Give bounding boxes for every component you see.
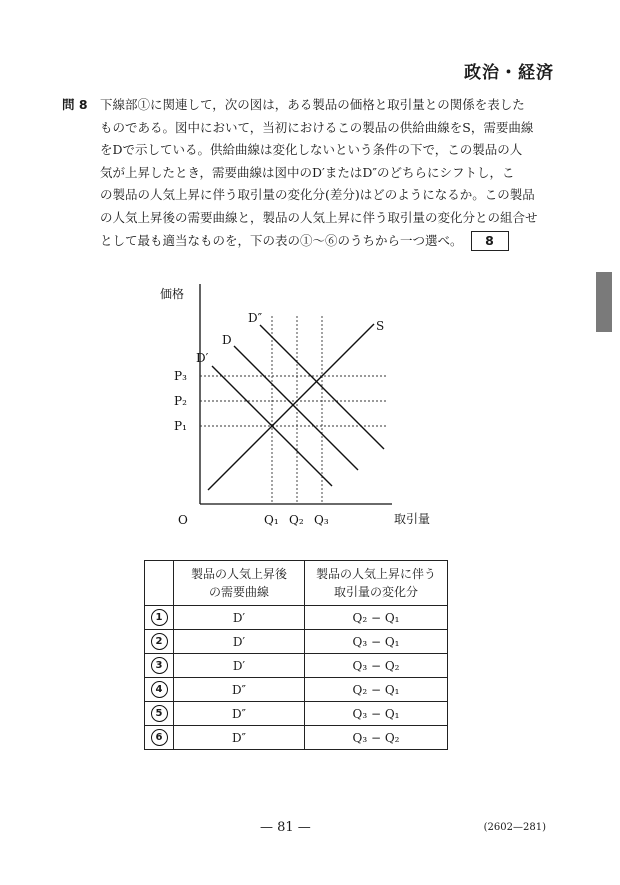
option-number xyxy=(145,654,174,678)
answer-box[interactable]: 8 xyxy=(471,231,509,251)
section-side-tab xyxy=(596,272,612,332)
option-change: Q₂ − Q₁ xyxy=(305,606,448,630)
header-demand-curve xyxy=(174,561,305,606)
circled-number: 4 xyxy=(151,681,168,698)
options-table xyxy=(144,560,448,750)
q1-label: Q₁ xyxy=(264,513,279,527)
origin-label: O xyxy=(178,513,188,527)
y-axis-label: 価格 xyxy=(160,287,185,301)
demand-curve-d xyxy=(234,346,358,470)
question-line-last xyxy=(100,230,532,253)
demand-curve-d-double xyxy=(260,325,384,449)
table-row[interactable] xyxy=(145,702,448,726)
question-line: をDで示している。供給曲線は変化しないという条件の下で，この製品の人 xyxy=(100,142,523,158)
table-row[interactable] xyxy=(145,726,448,750)
q3-label: Q₃ xyxy=(314,513,329,527)
option-curve: D′ xyxy=(174,654,305,678)
question-line: として最も適当なものを，下の表の①～⑥のうちから一つ選べ。 xyxy=(100,232,463,248)
option-number xyxy=(145,678,174,702)
p2-label: P₂ xyxy=(174,394,187,408)
circled-number: 3 xyxy=(151,657,168,674)
exam-code: (2602—281) xyxy=(483,822,546,833)
p1-label: P₁ xyxy=(174,419,187,433)
option-curve: D″ xyxy=(174,726,305,750)
p3-label: P₃ xyxy=(174,369,187,383)
d-prime-curve-label: D′ xyxy=(196,351,209,365)
question-text xyxy=(100,94,538,252)
option-change: Q₃ − Q₁ xyxy=(305,630,448,654)
option-change: Q₃ − Q₂ xyxy=(305,726,448,750)
supply-demand-graph xyxy=(148,276,448,536)
page-number: — 81 — xyxy=(260,820,311,835)
subject-title: 政治・経済 xyxy=(464,63,554,83)
option-change: Q₂ − Q₁ xyxy=(305,678,448,702)
question-line: 気が上昇したとき，需要曲線は図中のD′またはD″のどちらにシフトし，こ xyxy=(100,164,515,180)
option-number xyxy=(145,726,174,750)
header-blank xyxy=(145,561,174,606)
header-demand-curve-text: 製品の人気上昇後 の需要曲線 xyxy=(190,567,287,599)
circled-number: 1 xyxy=(151,609,168,626)
d-curve-label: D xyxy=(222,333,232,347)
d-double-curve-label: D″ xyxy=(248,311,263,325)
question-block xyxy=(62,94,538,252)
question-line: 下線部①に関連して，次の図は，ある製品の価格と取引量との関係を表した xyxy=(100,97,525,112)
header-quantity-change xyxy=(305,561,448,606)
option-curve: D″ xyxy=(174,678,305,702)
question-line: の人気上昇後の需要曲線と，製品の人気上昇に伴う取引量の変化分との組合せ xyxy=(100,209,538,225)
supply-curve xyxy=(208,324,374,490)
circled-number: 2 xyxy=(151,633,168,650)
option-curve: D′ xyxy=(174,606,305,630)
circled-number: 6 xyxy=(151,729,168,746)
option-change: Q₃ − Q₁ xyxy=(305,702,448,726)
option-number xyxy=(145,606,174,630)
option-number xyxy=(145,702,174,726)
question-line: ものである。図中において，当初におけるこの製品の供給曲線をS，需要曲線 xyxy=(100,119,534,135)
x-axis-label: 取引量 xyxy=(394,512,431,526)
option-change: Q₃ − Q₂ xyxy=(305,654,448,678)
table-header-row xyxy=(145,561,448,606)
question-line: の製品の人気上昇に伴う取引量の変化分(差分)はどのようになるか。この製品 xyxy=(100,187,535,203)
circled-number: 5 xyxy=(151,705,168,722)
table-row[interactable] xyxy=(145,654,448,678)
table-row[interactable] xyxy=(145,630,448,654)
table-row[interactable] xyxy=(145,606,448,630)
table-row[interactable] xyxy=(145,678,448,702)
q2-label: Q₂ xyxy=(289,513,304,527)
option-curve: D″ xyxy=(174,702,305,726)
header-quantity-change-text: 製品の人気上昇に伴う 取引量の変化分 xyxy=(315,567,436,599)
option-curve: D′ xyxy=(174,630,305,654)
option-number xyxy=(145,630,174,654)
question-number: 問 8 xyxy=(62,97,88,112)
s-curve-label: S xyxy=(376,319,385,333)
